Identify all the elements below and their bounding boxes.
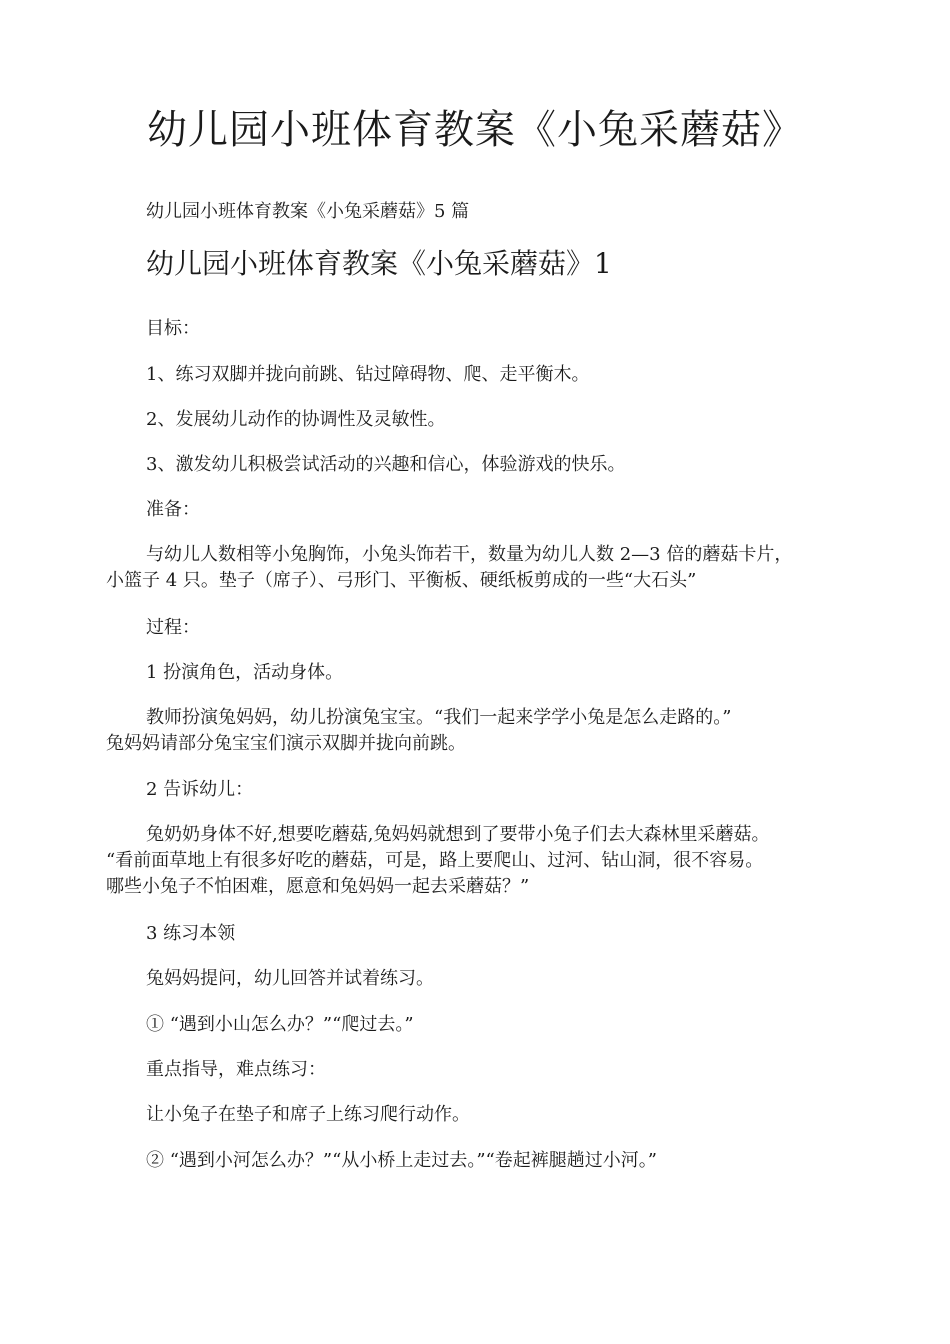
practice-text: 让小兔子在垫子和席子上练习爬行动作。	[146, 1104, 470, 1125]
step-1-line: 教师扮演兔妈妈，幼儿扮演兔宝宝。“我们一起来学学小兔是怎么走路的。”	[146, 707, 732, 728]
step-2-line: “看前面草地上有很多好吃的蘑菇，可是，路上要爬山、过河、钻山洞，很不容易。	[106, 850, 764, 871]
document-subtitle: 幼儿园小班体育教案《小兔采蘑菇》5 篇	[146, 201, 470, 222]
step-1-line: 兔妈妈请部分兔宝宝们演示双脚并拢向前跳。	[106, 733, 466, 754]
goal-item-1: 1、练习双脚并拢向前跳、钻过障碍物、爬、走平衡木。	[146, 364, 590, 385]
goal-item-2: 2、发展幼儿动作的协调性及灵敏性。	[146, 409, 446, 430]
prep-line: 小篮子 4 只。垫子（席子）、弓形门、平衡板、硬纸板剪成的一些“大石头”	[106, 570, 697, 591]
step-2-line: 哪些小兔子不怕困难，愿意和兔妈妈一起去采蘑菇？”	[106, 876, 530, 897]
goal-item-3: 3、激发幼儿积极尝试活动的兴趣和信心，体验游戏的快乐。	[146, 454, 626, 475]
section-heading: 幼儿园小班体育教案《小兔采蘑菇》1	[146, 247, 612, 280]
step-3-intro: 兔妈妈提问，幼儿回答并试着练习。	[146, 968, 434, 989]
goal-label: 目标：	[146, 318, 200, 339]
prep-label: 准备：	[146, 499, 200, 520]
question-2: ② “遇到小河怎么办？”“从小桥上走过去。”“卷起裤腿趟过小河。”	[146, 1150, 657, 1171]
process-label: 过程：	[146, 617, 200, 638]
step-3-title: 3 练习本领	[146, 923, 236, 944]
step-2-paragraph	[106, 822, 862, 900]
step-2-line: 兔奶奶身体不好,想要吃蘑菇,兔妈妈就想到了要带小兔子们去大森林里采蘑菇。	[146, 824, 770, 845]
document-title: 幼儿园小班体育教案《小兔采蘑菇》	[147, 107, 803, 153]
question-1: ① “遇到小山怎么办？”“爬过去。”	[146, 1014, 414, 1035]
prep-paragraph	[106, 542, 862, 594]
step-2-title: 2 告诉幼儿：	[146, 779, 254, 800]
key-points-label: 重点指导，难点练习：	[146, 1059, 326, 1080]
prep-line: 与幼儿人数相等小兔胸饰，小兔头饰若干，数量为幼儿人数 2—3 倍的蘑菇卡片，	[146, 544, 793, 565]
step-1-paragraph	[106, 705, 862, 757]
step-1-title: 1 扮演角色，活动身体。	[146, 662, 344, 683]
